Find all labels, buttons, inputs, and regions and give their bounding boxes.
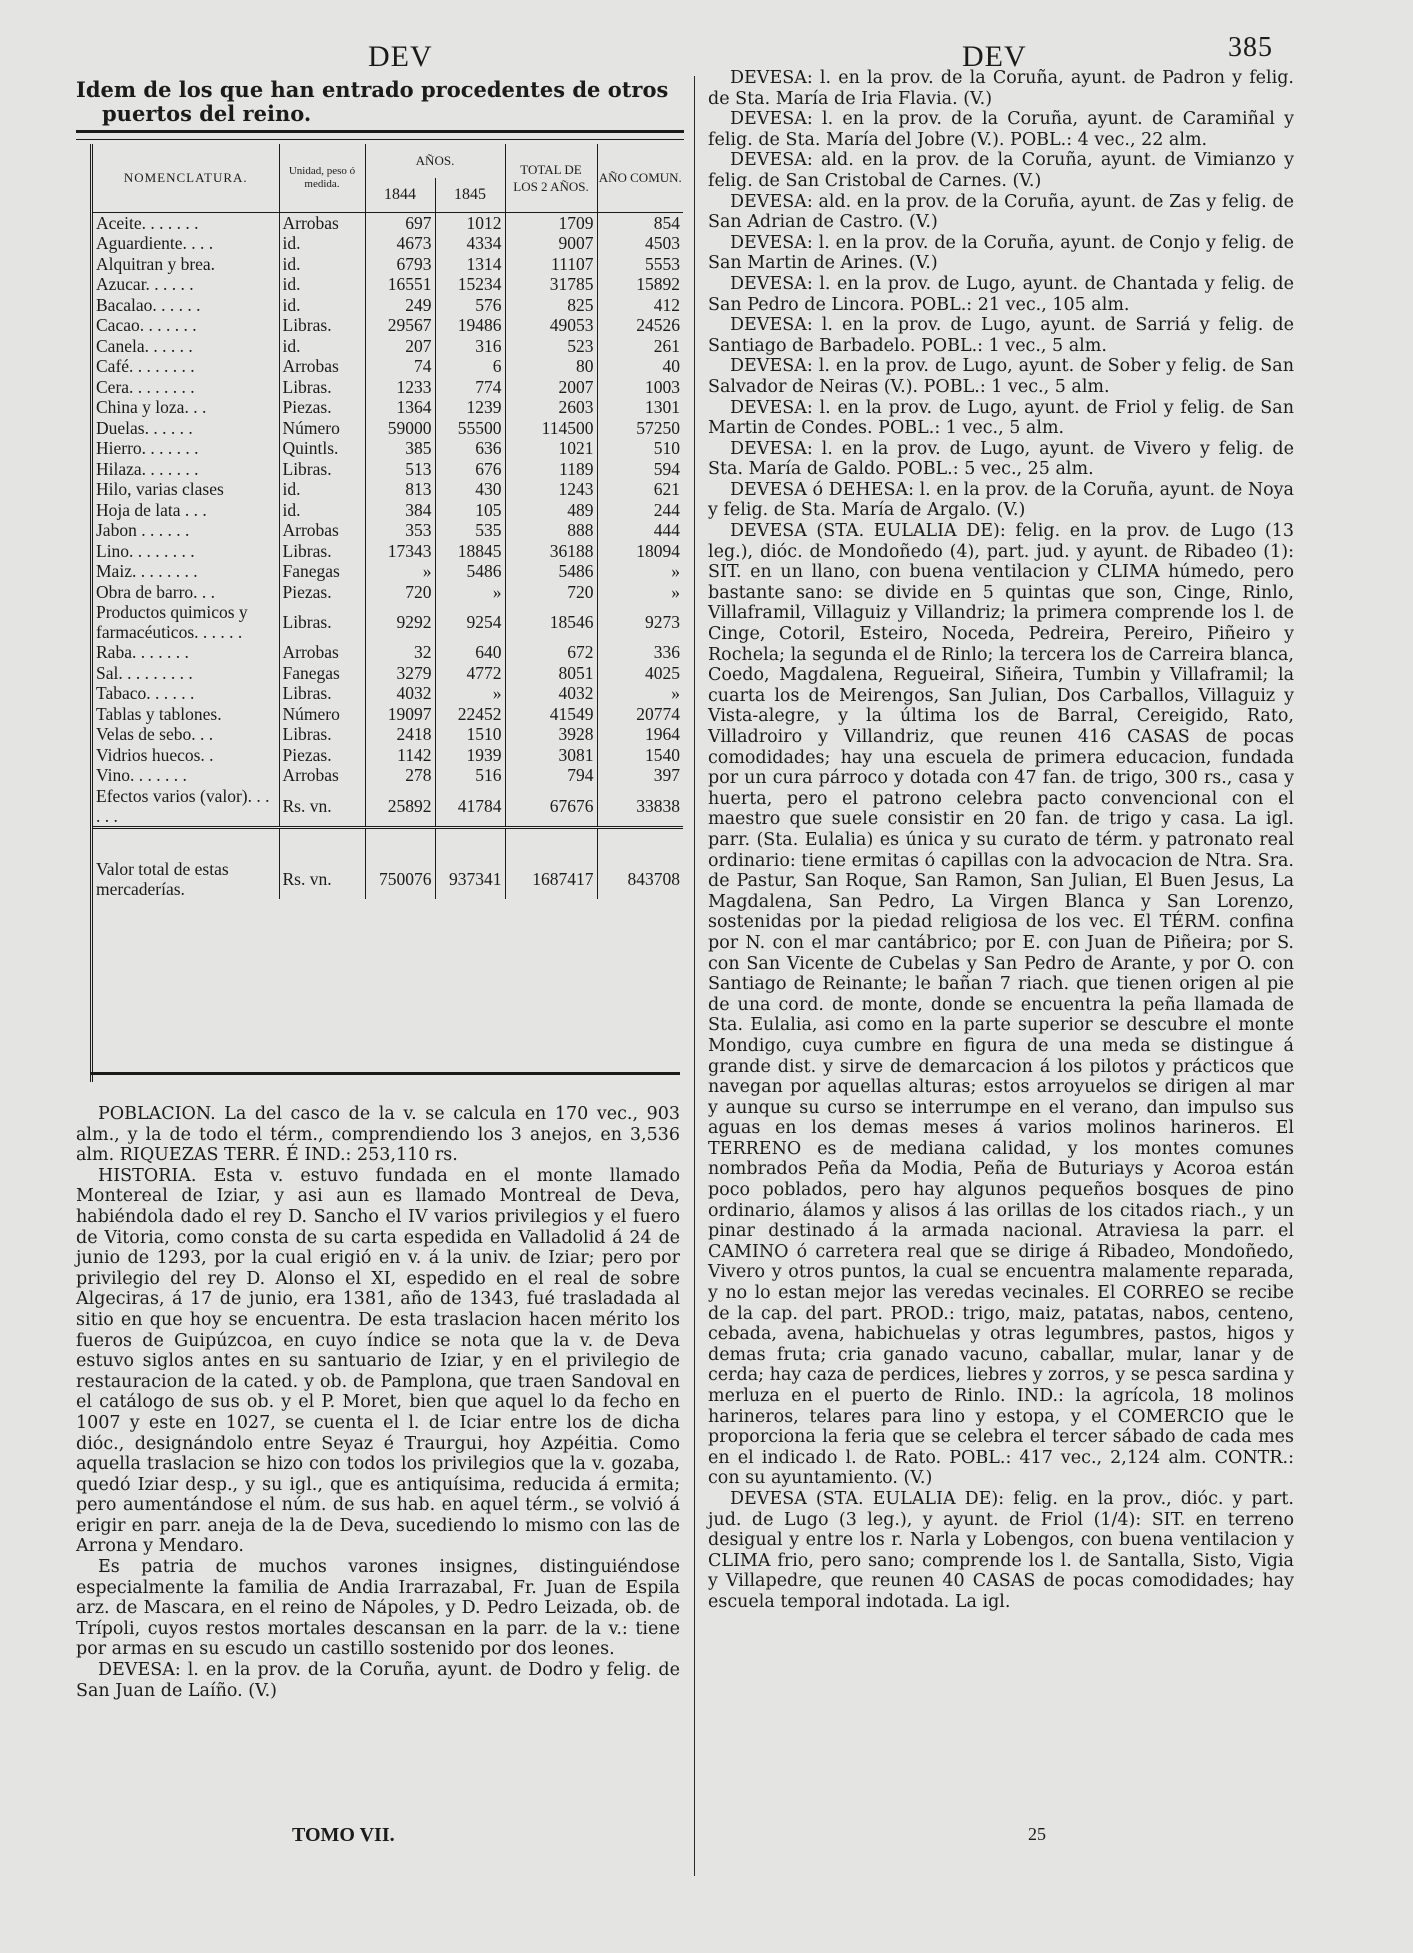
table-row: [93, 356, 683, 377]
cell-unit: Número: [279, 704, 365, 725]
cell-unit: Libras.: [279, 315, 365, 336]
table-row: [93, 459, 683, 480]
cell-unit: Libras.: [279, 541, 365, 562]
col-total: TOTAL DE LOS 2 AÑOS.: [505, 144, 597, 212]
cell-comun: 1003: [597, 377, 683, 398]
cell-name: Hilaza. . . . . . .: [96, 458, 199, 479]
entry-devesa-friol: DEVESA: l. en la prov. de Lugo, ayunt. de Friol y felig. de San Martin de Condes. POBL.: 1 vec., 5 alm.: [708, 397, 1294, 439]
cell-comun: 1964: [597, 724, 683, 745]
table-row: [93, 663, 683, 684]
cell-y1844: 385: [365, 438, 435, 459]
cell-y1844: 4032: [365, 683, 435, 704]
table-title: [76, 78, 680, 126]
entry-devesa-sober: DEVESA: l. en la prov. de Lugo, ayunt. de Sober y felig. de San Salvador de Neiras (V.). POBL.: 1 vec., 5 alm.: [708, 356, 1294, 397]
trade-table-grid: [93, 144, 683, 899]
table-row: [93, 479, 683, 500]
cell-y1844: 2418: [365, 724, 435, 745]
cell-y1844: 513: [365, 459, 435, 480]
table-row: [93, 765, 683, 786]
cell-y1844: 19097: [365, 704, 435, 725]
cell-y1844: 207: [365, 336, 435, 357]
cell-unit: Arrobas: [279, 642, 365, 663]
left-column-text: [76, 1104, 680, 1701]
table-row: [93, 274, 683, 295]
table-row: [93, 212, 683, 233]
cell-y1845: 1314: [435, 254, 505, 275]
cell-name: Obra de barro. . .: [96, 581, 216, 602]
cell-comun: 594: [597, 459, 683, 480]
cell-total: 36188: [505, 541, 597, 562]
entry-devesa-dodro: DEVESA: l. en la prov. de la Coruña, ayunt. de Dodro y felig. de San Juan de Laíño. (V.): [76, 1660, 680, 1701]
cell-unit: Piezas.: [279, 745, 365, 766]
cell-unit: Número: [279, 418, 365, 439]
table-row: [93, 500, 683, 521]
entry-devesa-noya: DEVESA ó DEHESA: l. en la prov. de la Coruña, ayunt. de Noya y felig. de Sta. María de Argalo. (V.): [708, 479, 1294, 521]
cell-unit: Libras.: [279, 724, 365, 745]
cell-y1844: 3279: [365, 663, 435, 684]
cell-name: Maiz. . . . . . . .: [96, 561, 198, 582]
cell-y1844: 1233: [365, 377, 435, 398]
paragraph-patria: Es patria de muchos varones insignes, distinguiéndose especialmente la familia de Andia Irarrazabal, Fr. Juan de Espila arz. de Mascara, en el reino de Nápoles, y D. Pedro Leizada, ob. de Trípoli, cuyos restos mortales descansan en la parr. de la v.: tiene por armas en su escudo un castillo sostenido por dos leones.: [76, 1557, 680, 1660]
entry-devesa-caraminal: DEVESA: l. en la prov. de la Coruña, ayunt. de Caramiñal y felig. de Sta. María del Jobre (V.). POBL.: 4 vec., 22 alm.: [708, 109, 1294, 150]
cell-name: Cera. . . . . . . .: [96, 376, 195, 397]
cell-unit: Piezas.: [279, 582, 365, 603]
right-column-text: [708, 68, 1294, 1613]
cell-name: Alquitran y brea.: [96, 253, 216, 274]
cell-name: Hierro. . . . . . .: [96, 438, 199, 459]
table-row: [93, 254, 683, 275]
cell-comun: 854: [597, 212, 683, 233]
cell-y1844: 17343: [365, 541, 435, 562]
cell-comun: 621: [597, 479, 683, 500]
total-1844: 750076: [365, 827, 435, 899]
cell-comun: 1301: [597, 397, 683, 418]
cell-unit: id.: [279, 233, 365, 254]
cell-y1844: 9292: [365, 602, 435, 642]
cell-y1845: 316: [435, 336, 505, 357]
cell-y1844: 6793: [365, 254, 435, 275]
table-row: [93, 397, 683, 418]
cell-y1845: 1239: [435, 397, 505, 418]
table-row: [93, 295, 683, 316]
cell-y1844: 1142: [365, 745, 435, 766]
entry-devesa-padron: DEVESA: l. en la prov. de la Coruña, ayunt. de Padron y felig. de Sta. María de Iria Flavia. (V.): [708, 68, 1294, 109]
cell-total: 4032: [505, 683, 597, 704]
cell-unit: Arrobas: [279, 520, 365, 541]
cell-comun: 33838: [597, 786, 683, 828]
table-row: [93, 377, 683, 398]
col-1844: 1844: [365, 178, 435, 212]
entry-devesa-vivero: DEVESA: l. en la prov. de Lugo, ayunt. de Vivero y felig. de Sta. María de Galdo. POBL.: 5 vec., 25 alm.: [708, 438, 1294, 480]
cell-name: Aguardiente. . . .: [96, 233, 214, 254]
cell-total: 67676: [505, 786, 597, 828]
cell-name: Jabon . . . . . .: [96, 520, 190, 541]
trade-table: [90, 144, 683, 1082]
page-number: 385: [1228, 32, 1273, 63]
cell-comun: 444: [597, 520, 683, 541]
cell-y1844: 32: [365, 642, 435, 663]
total-1845: 937341: [435, 827, 505, 899]
cell-total: 888: [505, 520, 597, 541]
cell-unit: Arrobas: [279, 212, 365, 233]
cell-name: Canela. . . . . .: [96, 335, 193, 356]
footer-signature: 25: [1028, 1824, 1046, 1844]
cell-unit: Libras.: [279, 459, 365, 480]
cell-y1845: »: [435, 582, 505, 603]
cell-y1844: 353: [365, 520, 435, 541]
table-row: [93, 418, 683, 439]
cell-total: 114500: [505, 418, 597, 439]
cell-unit: id.: [279, 500, 365, 521]
cell-name: Café. . . . . . . .: [96, 356, 195, 377]
col-1845: 1845: [435, 178, 505, 212]
table-row: [93, 561, 683, 582]
cell-y1845: 15234: [435, 274, 505, 295]
cell-unit: id.: [279, 336, 365, 357]
cell-name: Cacao. . . . . . .: [96, 315, 197, 336]
cell-comun: 510: [597, 438, 683, 459]
table-row: [93, 438, 683, 459]
cell-unit: id.: [279, 295, 365, 316]
cell-y1844: 697: [365, 212, 435, 233]
entry-devesa-conjo: DEVESA: l. en la prov. de la Coruña, ayunt. de Conjo y felig. de San Martin de Arines. (V.): [708, 232, 1294, 274]
table-row: [93, 336, 683, 357]
cell-total: 41549: [505, 704, 597, 725]
table-title-line-2: puertos del reino.: [102, 101, 312, 126]
column-divider: [694, 76, 695, 1876]
cell-y1845: 4772: [435, 663, 505, 684]
total-comun: 843708: [597, 827, 683, 899]
cell-y1845: 1012: [435, 212, 505, 233]
cell-y1844: »: [365, 561, 435, 582]
cell-total: 9007: [505, 233, 597, 254]
cell-unit: Piezas.: [279, 397, 365, 418]
cell-unit: Arrobas: [279, 765, 365, 786]
cell-name: Vino. . . . . . .: [96, 765, 187, 786]
entry-devesa-zas: DEVESA: ald. en la prov. de la Coruña, ayunt. de Zas y felig. de San Adrian de Castro. (V.): [708, 191, 1294, 233]
cell-y1845: 516: [435, 765, 505, 786]
cell-comun: 4025: [597, 663, 683, 684]
cell-comun: 336: [597, 642, 683, 663]
cell-comun: 1540: [597, 745, 683, 766]
cell-name: Efectos varios (valor). . . . . .: [96, 785, 270, 826]
cell-y1844: 59000: [365, 418, 435, 439]
cell-y1845: 55500: [435, 418, 505, 439]
cell-total: 1709: [505, 212, 597, 233]
cell-y1845: 105: [435, 500, 505, 521]
cell-comun: 412: [597, 295, 683, 316]
cell-y1845: 5486: [435, 561, 505, 582]
cell-total: 794: [505, 765, 597, 786]
cell-y1844: 25892: [365, 786, 435, 828]
cell-y1845: 1939: [435, 745, 505, 766]
cell-comun: »: [597, 683, 683, 704]
cell-y1845: 430: [435, 479, 505, 500]
paragraph-poblacion: POBLACION. La del casco de la v. se calcula en 170 vec., 903 alm., y la de todo el térm., comprendiendo los 3 anejos, en 3,536 alm. RIQUEZAS TERR. É IND.: 253,110 rs.: [76, 1104, 680, 1166]
cell-total: 825: [505, 295, 597, 316]
table-body: [93, 212, 683, 827]
cell-name: China y loza. . .: [96, 397, 207, 418]
entry-devesa-sta-eulalia-friol: DEVESA (STA. EULALIA DE): felig. en la prov., dióc. y part. jud. de Lugo (3 leg.), y ayunt. de Friol (1/4): SIT. en terreno desigual y entre los r. Narla y Lobengos, con buena ventilacion y CLIMA frio, pero sano; comprende los l. de Santalla, Sisto, Vigia y Villapedre, que reunen 40 CASAS de pocas comodidades; hay escuela temporal indotada. La igl.: [708, 1488, 1294, 1612]
cell-unit: Libras.: [279, 683, 365, 704]
footer-volume: TOMO VII.: [292, 1824, 395, 1846]
cell-comun: 18094: [597, 541, 683, 562]
cell-y1844: 4673: [365, 233, 435, 254]
cell-y1845: 6: [435, 356, 505, 377]
cell-y1845: 22452: [435, 704, 505, 725]
cell-unit: Fanegas: [279, 663, 365, 684]
cell-comun: »: [597, 582, 683, 603]
cell-y1845: 9254: [435, 602, 505, 642]
cell-total: 5486: [505, 561, 597, 582]
col-comun: AÑO COMUN.: [597, 144, 683, 212]
cell-y1845: 774: [435, 377, 505, 398]
cell-y1844: 720: [365, 582, 435, 603]
table-total-row: [93, 827, 683, 899]
table-row: [93, 602, 683, 642]
table-title-line-1: Idem de los que han entrado procedentes de otros: [76, 77, 669, 102]
entry-devesa-vimianzo: DEVESA: ald. en la prov. de la Coruña, ayunt. de Vimianzo y felig. de San Cristobal de Carnes. (V.): [708, 150, 1294, 191]
cell-comun: 40: [597, 356, 683, 377]
cell-unit: id.: [279, 274, 365, 295]
cell-total: 11107: [505, 254, 597, 275]
cell-name: Velas de sebo. . .: [96, 724, 214, 745]
cell-comun: »: [597, 561, 683, 582]
cell-name: Bacalao. . . . . .: [96, 294, 201, 315]
cell-unit: Arrobas: [279, 356, 365, 377]
total-unit: Rs. vn.: [279, 827, 365, 899]
col-unidad: Unidad, peso ó medida.: [279, 144, 365, 212]
cell-y1845: »: [435, 683, 505, 704]
cell-unit: Fanegas: [279, 561, 365, 582]
cell-comun: 15892: [597, 274, 683, 295]
cell-y1845: 676: [435, 459, 505, 480]
cell-comun: 57250: [597, 418, 683, 439]
cell-y1844: 1364: [365, 397, 435, 418]
cell-total: 3928: [505, 724, 597, 745]
cell-unit: Rs. vn.: [279, 786, 365, 828]
cell-total: 49053: [505, 315, 597, 336]
cell-total: 31785: [505, 274, 597, 295]
cell-total: 2007: [505, 377, 597, 398]
table-row: [93, 233, 683, 254]
cell-unit: Libras.: [279, 602, 365, 642]
entry-devesa-chantada: DEVESA: l. en la prov. de Lugo, ayunt. de Chantada y felig. de San Pedro de Lincora. POBL.: 21 vec., 105 alm.: [708, 273, 1294, 315]
table-row: [93, 315, 683, 336]
total-name: Valor total de estas mercaderías.: [93, 827, 279, 899]
table-row: [93, 541, 683, 562]
total-total: 1687417: [505, 827, 597, 899]
cell-y1845: 636: [435, 438, 505, 459]
cell-y1844: 74: [365, 356, 435, 377]
cell-y1844: 278: [365, 765, 435, 786]
cell-comun: 20774: [597, 704, 683, 725]
cell-unit: id.: [279, 479, 365, 500]
table-row: [93, 683, 683, 704]
cell-y1845: 4334: [435, 233, 505, 254]
cell-comun: 24526: [597, 315, 683, 336]
cell-name: Vidrios huecos. .: [96, 744, 214, 765]
cell-unit: id.: [279, 254, 365, 275]
cell-comun: 397: [597, 765, 683, 786]
col-nomenclatura: NOMENCLATURA.: [93, 144, 279, 212]
cell-name: Sal. . . . . . . . .: [96, 662, 193, 683]
cell-comun: 5553: [597, 254, 683, 275]
cell-unit: Libras.: [279, 377, 365, 398]
cell-total: 720: [505, 582, 597, 603]
cell-comun: 9273: [597, 602, 683, 642]
table-row: [93, 582, 683, 603]
table-row: [93, 704, 683, 725]
cell-unit: Quintls.: [279, 438, 365, 459]
cell-y1845: 576: [435, 295, 505, 316]
cell-name: Productos quimicos y farmacéuticos. . . . . .: [96, 602, 248, 642]
table-bottom-rule: [90, 1072, 680, 1081]
cell-total: 80: [505, 356, 597, 377]
cell-total: 489: [505, 500, 597, 521]
cell-name: Hilo, varias clases: [96, 479, 224, 500]
cell-comun: 261: [597, 336, 683, 357]
cell-name: Lino. . . . . . . .: [96, 540, 195, 561]
running-header-left: DEV: [368, 40, 433, 73]
paragraph-historia: HISTORIA. Esta v. estuvo fundada en el monte llamado Montereal de Iziar, y asi aun es llamado Montreal de Deva, habiéndola dado el rey D. Sancho el IV varios privilegios y el fuero de Vitoria, como consta de su carta espedida en Valladolid á 24 de junio de 1293, por la cual erigió en v. á la univ. de Iziar; pero por privilegio del rey D. Alonso el XI, espedido en el real de sobre Algeciras, á 17 de junio, era 1381, año de 1343, fué trasladada al sitio en que hoy se encuentra. De esta traslacion hacen mérito los fueros de Guipúzcoa, en cuyo índice se nota que la v. de Deva estuvo siglos antes en su santuario de Iziar, y en el privilegio de restauracion de la cated. y ob. de Pamplona, que traen Sandoval en el catálogo de sus ob. y el P. Moret, bien que aquel lo da fecho en 1007 y este en 1027, se cuenta el l. de Iciar entre los de dicha dióc., designándolo entre Seyaz é Traurgui, hoy Azpéitia. Como aquella traslacion se hizo con todos los privilegios que la v. gozaba, quedó Iziar desp., y su igl., que es antiquísima, reducida á ermita; pero aumentándose el núm. de sus hab. en aquel térm., se volvió á erigir en parr. aneja de la de Deva, sucediendo lo mismo con las de Arrona y Mendaro.: [76, 1165, 680, 1557]
cell-total: 1021: [505, 438, 597, 459]
cell-name: Azucar. . . . . .: [96, 274, 194, 295]
cell-y1844: 249: [365, 295, 435, 316]
table-row: [93, 724, 683, 745]
cell-total: 1189: [505, 459, 597, 480]
col-anos: AÑOS.: [365, 144, 505, 178]
cell-y1845: 18845: [435, 541, 505, 562]
cell-y1845: 41784: [435, 786, 505, 828]
table-row: [93, 520, 683, 541]
table-row: [93, 745, 683, 766]
cell-total: 523: [505, 336, 597, 357]
running-header-right: DEV: [962, 40, 1027, 73]
table-row: [93, 786, 683, 828]
cell-name: Tablas y tablones.: [96, 703, 222, 724]
cell-y1844: 384: [365, 500, 435, 521]
entry-devesa-sta-eulalia-ribadeo: DEVESA (STA. EULALIA DE): felig. en la prov. de Lugo (13 leg.), dióc. de Mondoñedo (4), part. jud. y ayunt. de Ribadeo (1): SIT. en un llano, con buena ventilacion y CLIMA húmedo, pero bastante sano: se divide en 5 quintas que son, Cinge, Rinlo, Villaframil, Villaguiz y Villandriz; la primera comprende los l. de Cinge, Cotoril, Esteiro, Noceda, Pedreira, Pereiro, Piñeiro y Rochela; la segunda el de Rinlo; la tercera los de Carreira blanca, Coedo, Magdalena, Regueiral, Siñeira, Tumbin y Villaframil; la cuarta los de Meirengos, San Julian, Dos Carballos, Villaguiz y Vista-alegre, y la última los de Barral, Cereigido, Rato, Villadroiro y Villandriz, que reunen 416 CASAS de pocas comodidades; hay una escuela de primera educacion, fundada por un cura párroco y dotada con 47 fan. de trigo, 300 rs., casa y huerta, pero el patrono celebra pacto convencional con el maestro que suele consistir en 20 fan. de trigo y casa. La igl. parr. (Sta. Eulalia) es única y su curato de térm. y patronato real ordinario: tiene ermitas ó capillas con la advocacion de Ntra. Sra. de Pastur, San Roque, San Ramon, San Julian, El Buen Jesus, La Magdalena, San Pedro, La Virgen Blanca y San Lorenzo, sostenidas por la piedad religiosa de los vec. El TÉRM. confina por N. con el mar cantábrico; por E. con Juan de Piñeira; por S. con San Vicente de Cubelas y San Pedro de Arante, y por O. con Santiago de Reinante; le bañan 7 riach. que tienen origen al pie de una cord. de monte, donde se encuentra la peña llamada de Sta. Eulalia, asi como en la parte superior se descubre el monte Mondigo, cuya cumbre en figura de una meda se distingue á grande dist. y sirve de demarcacion á los pilotos y prácticos que navegan por aquellas alturas; estos arroyuelos se dirigen al mar y aunque su curso se interrumpe en el verano, dan impulso sus aguas en los demas meses á varios molinos harineros. El TERRENO es de mediana calidad, y los montes comunes nombrados Peña da Modia, Peña de Buturiays y Acoroa están poco poblados, pero hay algunos pequeños bosques de pino ordinario, álamos y alisos á las orillas de los citados riach., y un pinar destinado á la armada nacional. Atraviesa la parr. el CAMINO ó carretera real que se dirige á Ribadeo, Mondoñedo, Vivero y otros puntos, la cual se encuentra malamente reparada, y no lo estan mejor las veredas vecinales. El CORREO se recibe de la cap. del part. PROD.: trigo, maiz, patatas, nabos, centeno, cebada, avena, habichuelas y otras legumbres, pastos, higos y demas fruta; cria ganado vacuno, caballar, mular, lanar y de cerda; hay caza de perdices, liebres y zorros, y se pesca sardina y merluza en el puerto de Rinlo. IND.: la agrícola, 18 molinos harineros, telares para lino y estopa, y el COMERCIO que le proporciona la feria que se celebra el tercer sábado de cada mes en el indicado l. de Rato. POBL.: 417 vec., 2,124 alm. CONTR.: con su ayuntamiento. (V.): [708, 521, 1294, 1489]
cell-y1844: 813: [365, 479, 435, 500]
cell-total: 1243: [505, 479, 597, 500]
cell-y1844: 16551: [365, 274, 435, 295]
cell-comun: 244: [597, 500, 683, 521]
cell-total: 18546: [505, 602, 597, 642]
cell-y1845: 640: [435, 642, 505, 663]
cell-name: Tabaco. . . . . .: [96, 683, 195, 704]
cell-y1845: 535: [435, 520, 505, 541]
cell-total: 2603: [505, 397, 597, 418]
cell-name: Hoja de lata . . .: [96, 499, 207, 520]
cell-total: 3081: [505, 745, 597, 766]
entry-devesa-sarria: DEVESA: l. en la prov. de Lugo, ayunt. de Sarriá y felig. de Santiago de Barbadelo. POBL.: 1 vec., 5 alm.: [708, 315, 1294, 356]
cell-y1844: 29567: [365, 315, 435, 336]
cell-total: 8051: [505, 663, 597, 684]
cell-total: 672: [505, 642, 597, 663]
cell-name: Duelas. . . . . .: [96, 417, 193, 438]
cell-comun: 4503: [597, 233, 683, 254]
table-row: [93, 642, 683, 663]
table-top-rule: [76, 130, 684, 140]
cell-name: Raba. . . . . . .: [96, 642, 189, 663]
cell-y1845: 1510: [435, 724, 505, 745]
cell-y1845: 19486: [435, 315, 505, 336]
cell-name: Aceite. . . . . . .: [96, 212, 199, 233]
